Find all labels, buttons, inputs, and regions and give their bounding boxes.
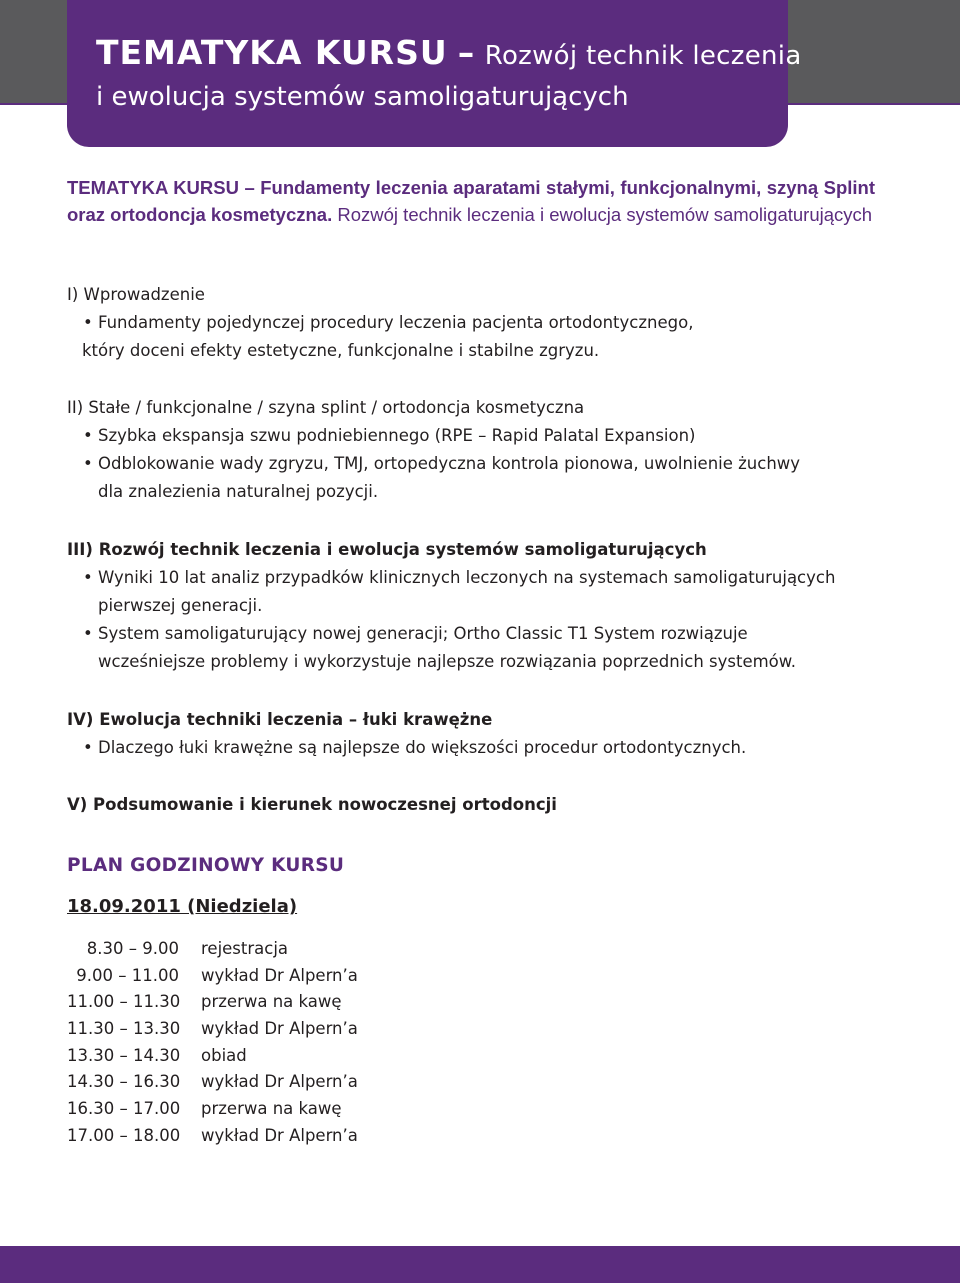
intro-paragraph	[67, 174, 875, 228]
schedule-row	[67, 963, 467, 990]
bullet-text: Wyniki 10 lat analiz przypadków klinicznych leczonych na systemach samoligaturujących	[98, 568, 836, 587]
schedule-row	[67, 936, 467, 963]
header-title-rest: Rozwój technik leczenia	[484, 41, 802, 71]
bullet-icon: •	[83, 738, 93, 757]
bullet-item	[67, 422, 907, 450]
bullet-continuation: wcześniejsze problemy i wykorzystuje najlepsze rozwiązania poprzednich systemów.	[98, 652, 797, 671]
schedule-description: wykład Dr Alpern’a	[201, 1125, 358, 1145]
schedule-row	[67, 1096, 467, 1123]
schedule-row	[67, 1016, 467, 1043]
schedule-row	[67, 1043, 467, 1070]
header-title-line2: i ewolucja systemów samoligaturujących	[96, 82, 629, 112]
schedule-time: 11.00 – 11.30	[67, 992, 181, 1012]
schedule-time: 11.30 – 13.30	[67, 1019, 181, 1039]
section-title: II) Stałe / funkcjonalne / szyna splint / ortodoncja kosmetyczna	[67, 398, 585, 417]
section-5	[67, 791, 907, 819]
bottom-purple-band	[0, 1246, 960, 1283]
bullet-icon: •	[83, 426, 93, 445]
bullet-text: Odblokowanie wady zgryzu, TMJ, ortopedyczna kontrola pionowa, uwolnienie żuchwy	[98, 454, 801, 473]
bullet-item	[67, 450, 907, 478]
header-title-line1	[96, 28, 802, 81]
bullet-item	[67, 309, 907, 337]
plan-title: PLAN GODZINOWY KURSU	[67, 855, 345, 876]
schedule-time: 14.30 – 16.30	[67, 1072, 181, 1092]
bullet-text: Fundamenty pojedynczej procedury leczenia pacjenta ortodontycznego,	[98, 313, 694, 332]
section-4	[67, 706, 907, 762]
intro-rest-part: Rozwój technik leczenia i ewolucja systemów samoligaturujących	[337, 204, 873, 225]
bullet-icon: •	[83, 568, 93, 587]
bullet-text: Dlaczego łuki krawężne są najlepsze do większości procedur ortodontycznych.	[98, 738, 747, 757]
intro-bold-part: TEMATYKA KURSU – Fundamenty leczenia aparatami stałymi, funkcjonalnymi, szyną Splint oraz ortodoncja kosmetyczna.	[67, 177, 875, 225]
bullet-continuation: który doceni efekty estetyczne, funkcjonalne i stabilne zgryzu.	[82, 341, 600, 360]
bullet-icon: •	[83, 454, 93, 473]
schedule-time: 17.00 – 18.00	[67, 1125, 181, 1145]
schedule-time: 9.00 – 11.00	[76, 965, 179, 985]
bullet-item	[67, 564, 907, 592]
bullet-item	[67, 620, 907, 648]
bullet-icon: •	[83, 313, 93, 332]
header-banner	[67, 0, 802, 147]
schedule-description: wykład Dr Alpern’a	[201, 1072, 358, 1092]
bullet-text: System samoligaturujący nowej generacji; Ortho Classic T1 System rozwiązuje	[98, 624, 748, 643]
section-1	[67, 281, 907, 365]
schedule-time: 8.30 – 9.00	[86, 939, 179, 958]
schedule-row	[67, 1123, 467, 1150]
bullet-icon: •	[83, 624, 93, 643]
header-title-bold: TEMATYKA KURSU	[96, 33, 448, 72]
section-title: I) Wprowadzenie	[67, 285, 205, 304]
bullet-text: Szybka ekspansja szwu podniebiennego (RPE – Rapid Palatal Expansion)	[98, 426, 696, 445]
bullet-continuation: pierwszej generacji.	[98, 596, 263, 615]
bullet-continuation: dla znalezienia naturalnej pozycji.	[98, 482, 379, 501]
schedule-description: rejestracja	[201, 939, 289, 958]
plan-date: 18.09.2011 (Niedziela)	[67, 896, 298, 917]
section-title: III) Rozwój technik leczenia i ewolucja systemów samoligaturujących	[67, 540, 707, 559]
schedule-time: 13.30 – 14.30	[67, 1045, 181, 1065]
section-2	[67, 394, 907, 506]
section-title: IV) Ewolucja techniki leczenia – łuki krawężne	[67, 710, 493, 729]
bullet-item	[67, 734, 907, 762]
header-title-dash: –	[457, 33, 475, 72]
schedule-time: 16.30 – 17.00	[67, 1099, 181, 1119]
schedule-description: wykład Dr Alpern’a	[201, 965, 358, 985]
schedule-description: przerwa na kawę	[201, 1099, 342, 1119]
schedule-description: obiad	[201, 1045, 247, 1065]
section-3	[67, 536, 907, 676]
schedule-description: przerwa na kawę	[201, 992, 342, 1012]
schedule-table	[67, 936, 467, 1150]
schedule-row	[67, 989, 467, 1016]
schedule-row	[67, 1069, 467, 1096]
section-title: V) Podsumowanie i kierunek nowoczesnej ortodoncji	[67, 795, 557, 814]
schedule-description: wykład Dr Alpern’a	[201, 1019, 358, 1039]
